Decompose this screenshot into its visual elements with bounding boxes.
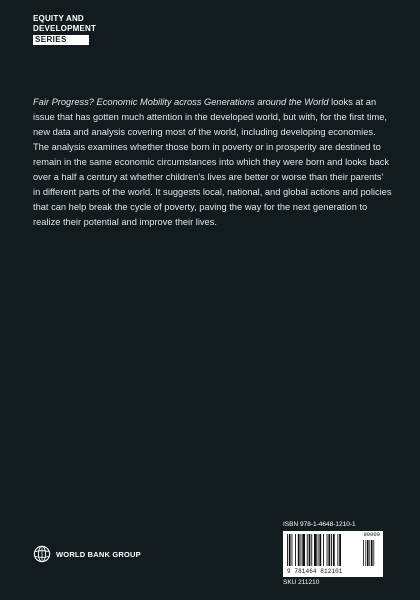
publisher-name: WORLD BANK GROUP <box>56 549 141 559</box>
series-line-1: EQUITY AND <box>33 14 84 23</box>
series-tag: SERIES <box>33 35 89 45</box>
book-description <box>33 95 393 230</box>
barcode <box>283 531 383 577</box>
globe-icon <box>33 545 51 563</box>
description-body: looks at an issue that has gotten much attention in the developed world, but with, for the first time, new data and analysis covering most of the world, including developing economies. The analysis examines whether those born in poverty or in prosperity are destined to remain in the same economic circumstances into which they were born and looks back over a half a century at whether children's lives are better or worse than their parents' in different parts of the world. It suggests local, national, and global actions and policies that can help break the cycle of poverty, paving the way for the next generation to realize their potential and improve their lives. <box>33 97 392 227</box>
series-line-2: DEVELOPMENT <box>33 24 97 33</box>
price-code: 90000 <box>363 531 380 538</box>
series-badge <box>33 14 97 45</box>
book-title: Fair Progress? Economic Mobility across Generations around the World <box>33 97 329 107</box>
publisher-logo <box>33 545 141 563</box>
isbn-label: ISBN 978-1-4648-1210-1 <box>283 521 356 528</box>
barcode-digits: 9 781464 812101 <box>287 568 343 575</box>
barcode-bars <box>287 531 380 566</box>
barcode-block <box>283 521 383 587</box>
sku-label: SKU 211210 <box>283 579 320 586</box>
